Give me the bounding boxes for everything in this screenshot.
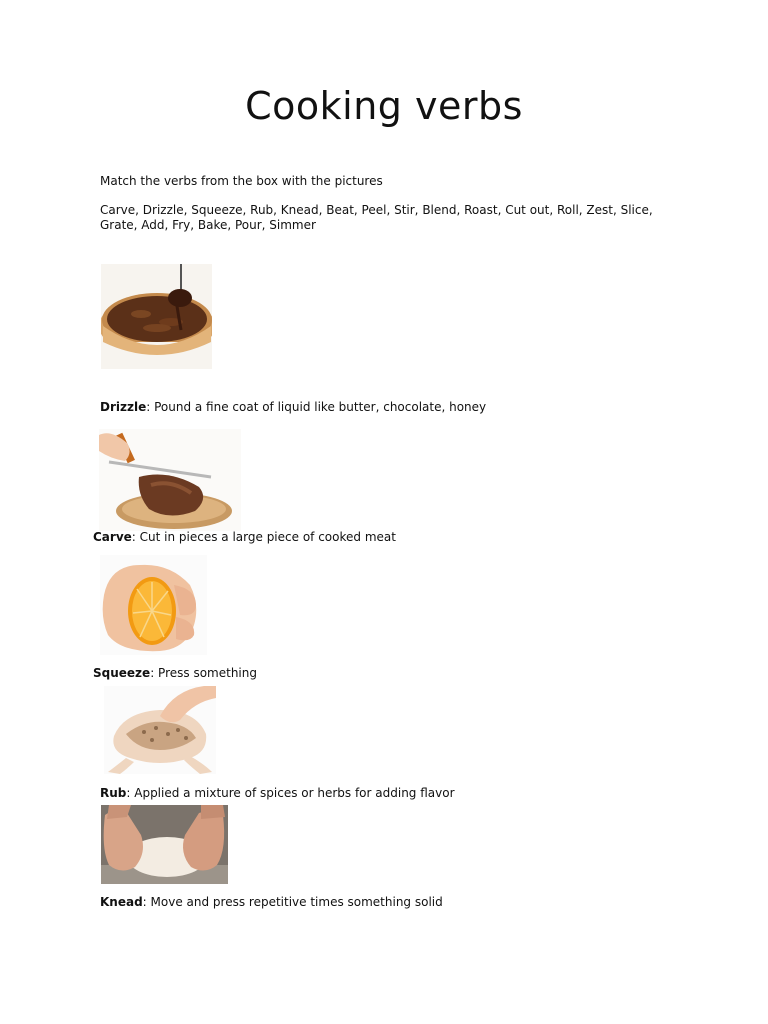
definition-text: Pound a fine coat of liquid like butter, chocolate, honey bbox=[150, 400, 487, 414]
definition-text: Press something bbox=[154, 666, 257, 680]
instruction-text: Match the verbs from the box with the pictures bbox=[100, 174, 383, 188]
verb-label: Carve bbox=[93, 530, 132, 544]
chocolate-tart-photo bbox=[101, 264, 212, 369]
carving-meat-photo bbox=[99, 429, 241, 531]
verb-label: Squeeze bbox=[93, 666, 151, 680]
verb-separator: : bbox=[146, 400, 151, 414]
chocolate-tart-illustration bbox=[101, 264, 212, 369]
squeeze-orange-photo bbox=[100, 555, 207, 655]
definition-carve bbox=[93, 530, 396, 544]
definition-text: Cut in pieces a large piece of cooked meat bbox=[135, 530, 396, 544]
definition-text: Applied a mixture of spices or herbs for adding flavor bbox=[130, 786, 455, 800]
knead-dough-photo bbox=[101, 805, 228, 884]
rub-chicken-photo bbox=[104, 686, 216, 774]
verb-label: Rub bbox=[100, 786, 127, 800]
verb-separator: : bbox=[150, 666, 155, 680]
knead-dough-illustration bbox=[101, 805, 228, 884]
page-title: Cooking verbs bbox=[245, 84, 523, 128]
definition-knead bbox=[100, 895, 443, 909]
carving-meat-illustration bbox=[99, 429, 241, 531]
rub-chicken-illustration bbox=[104, 686, 216, 774]
definition-squeeze bbox=[93, 666, 257, 680]
definition-rub bbox=[100, 786, 455, 800]
squeeze-orange-illustration bbox=[100, 555, 207, 655]
definition-text: Move and press repetitive times something solid bbox=[146, 895, 443, 909]
verb-label: Drizzle bbox=[100, 400, 147, 414]
definition-drizzle bbox=[100, 400, 486, 414]
verb-separator: : bbox=[126, 786, 131, 800]
verb-separator: : bbox=[131, 530, 136, 544]
verb-label: Knead bbox=[100, 895, 143, 909]
verb-separator: : bbox=[142, 895, 147, 909]
word-box: Carve, Drizzle, Squeeze, Rub, Knead, Beat, Peel, Stir, Blend, Roast, Cut out, Roll, Zest, Slice, Grate, Add, Fry, Bake, Pour, Simmer bbox=[100, 203, 653, 232]
